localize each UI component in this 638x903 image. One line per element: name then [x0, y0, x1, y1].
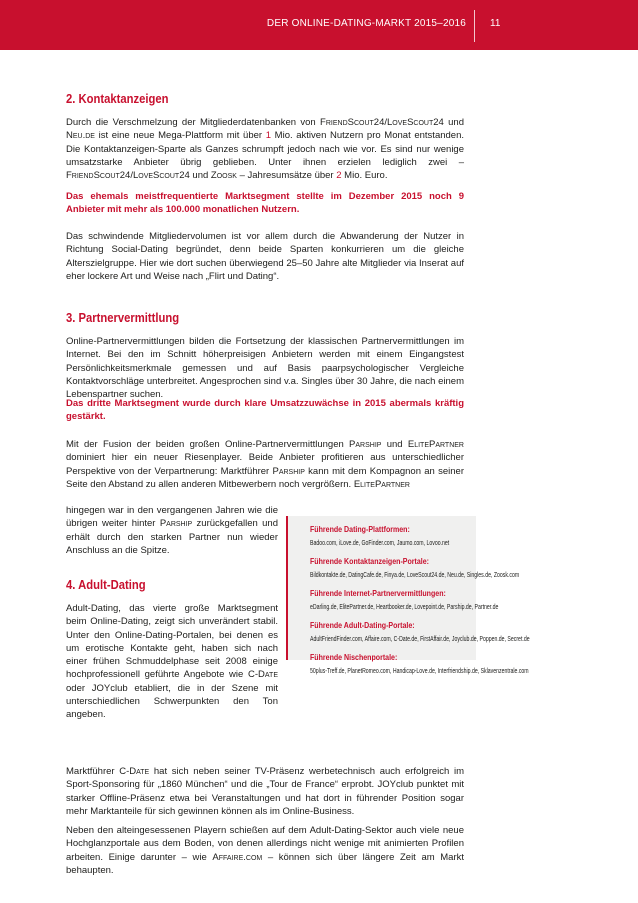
- box-heading-adult-dating: Führende Adult-Dating-Portale:: [310, 620, 415, 630]
- adult-dating-paragraph-3: Neben den alteingesessenen Playern schießen auf dem Adult-Dating-Sektor auch viele neue Hochglanzportale aus dem Boden, von denen allerdings nicht wenige mit animierten Profilen arbeiten. Einige darunter – wie Affaire.com – können sich über längere Zeit am Markt behaupten.: [66, 825, 465, 876]
- page-number: 11: [490, 18, 501, 29]
- section-heading-partnervermittlung: 3. Partnervermittlung: [66, 311, 180, 325]
- partnervermittlung-paragraph-1: Online-Partnervermittlungen bilden die Fortsetzung der klassischen Partnervermittlungen im Internet. Bei den im Schnitt höherpreisigen Anbietern werden mit einem Eingangstest Persönlichkeitsmerkmale gemessen und auf Basis paarpsychologischer Vergleiche Kontaktvorschläge unterbreitet. Angesprochen sind v.a. Singles über 30 Jahre, die nach einem Lebenspartner suchen.: [66, 336, 464, 401]
- adult-dating-paragraph-1: Adult-Dating, das vierte große Marktsegment beim Online-Dating, zeigt sich unverändert stabil. Unter den Online-Dating-Portalen, bei denen es um erotische Kontakte geht, haben sich nach einer frühen Schmuddelphase seit 2008 einige hochprofessionell geführte Angebote wie C-Date oder JOYclub etabliert, die in der Szene mit unterschiedlichen Schwerpunkten den Ton angeben.: [66, 603, 278, 721]
- adult-dating-paragraph-2: Marktführer C-Date hat sich neben seiner TV-Präsenz werbetechnisch auch erfolgreich im Sport-Sponsoring für „1860 München“ und die „Tour de France“ erprobt. JOYclub punktet mit starker Offline-Präsenz etwa bei Veranstaltungen und hat dort in führender Position sogar mehr Marktanteile für sich gewinnen können als im Online-Business.: [66, 766, 464, 817]
- partnervermittlung-highlight: Das dritte Marktsegment wurde durch klare Umsatzzuwächse in 2015 abermals kräftig gestärkt.: [66, 398, 464, 423]
- box-heading-contact-ads: Führende Kontaktanzeigen-Portale:: [310, 556, 430, 566]
- box-list-adult-dating: AdultFriendFinder.com, Affaire.com, C-Date.de, FirstAffair.de, Joyclub.de, Poppen.de, Secret.de: [310, 634, 530, 643]
- box-heading-dating-platforms: Führende Dating-Plattformen:: [310, 524, 410, 534]
- box-list-contact-ads: Bildkontakte.de, DatingCafe.de, Finya.de, LoveScout24.de, Neu.de, Singles.de, Zoosk.com: [310, 570, 520, 579]
- box-list-niche-portals: 50plus-Treff.de, PlanetRomeo.com, Handicap-Love.de, Interfriendship.de, Sklavenzentrale.com: [310, 666, 529, 675]
- section-heading-adult-dating: 4. Adult-Dating: [66, 578, 146, 592]
- box-heading-partner-agencies: Führende Internet-Partnervermittlungen:: [310, 588, 446, 598]
- header-divider: [474, 10, 475, 42]
- partnervermittlung-paragraph-3b: hingegen war in den vergangenen Jahren wie die übrigen weiter hinter Parship zurückgefallen und erhält durch den starken Partner nun wieder Anschluss an die Spitze.: [66, 505, 278, 556]
- kontaktanzeigen-paragraph-3: Das schwindende Mitgliedervolumen ist vor allem durch die Abwanderung der Nutzer in Richtung Social-Dating begründet, denn beide Sparten konkurrieren um die gleiche Alterszielgruppe. Hier wie dort suchen überwiegend 25–50 Jahre alte Mitglieder via Inserat auf eher lockere Art und Weise nach „Flirt und Dating“.: [66, 231, 464, 282]
- box-heading-niche-portals: Führende Nischenportale:: [310, 652, 398, 662]
- header-title: DER ONLINE-DATING-MARKT 2015–2016: [266, 18, 466, 29]
- box-list-dating-platforms: Badoo.com, iLove.de, GoFinder.com, Jaumo.com, Lovoo.net: [310, 538, 450, 547]
- leading-portals-box: [286, 516, 530, 675]
- kontaktanzeigen-paragraph-1: Durch die Verschmelzung der Mitgliederdatenbanken von FriendScout24/LoveScout24 und Neu.de ist eine neue Mega-Plattform mit über 1 Mio. aktiven Nutzern pro Monat entstanden. Die Kontaktanzeigen-Sparte als Ganzes schrumpft jedoch nach wie vor. Es sind nur wenige umsatzstarke Anbieter übrig geblieben. Unter ihnen erzielen lediglich zwei – FriendScout24/LoveScout24 und Zoosk – Jahresumsätze über 2 Mio. Euro.: [66, 117, 465, 182]
- box-list-partner-agencies: eDarling.de, ElitePartner.de, Heartbooker.de, Lovepoint.de, Parship.de, Partner.de: [310, 602, 499, 611]
- partnervermittlung-paragraph-3a: Mit der Fusion der beiden großen Online-Partnervermittlungen Parship und ElitePartner dominiert hier ein neuer Riesenplayer. Beide Anbieter profitieren aus unterschiedlicher Perspektive von der Verpartnerung: Marktführer Parship kann mit dem Kompagnon an seiner Seite den Abstand zu allen anderen Mitbewerbern noch vergrößern. ElitePartner: [66, 439, 464, 490]
- page-header: [0, 0, 638, 50]
- kontaktanzeigen-highlight: Das ehemals meistfrequentierte Marktsegment stellte im Dezember 2015 noch 9 Anbieter mit mehr als 100.000 monatlichen Nutzern.: [66, 191, 464, 216]
- section-heading-kontaktanzeigen: 2. Kontaktanzeigen: [66, 92, 169, 106]
